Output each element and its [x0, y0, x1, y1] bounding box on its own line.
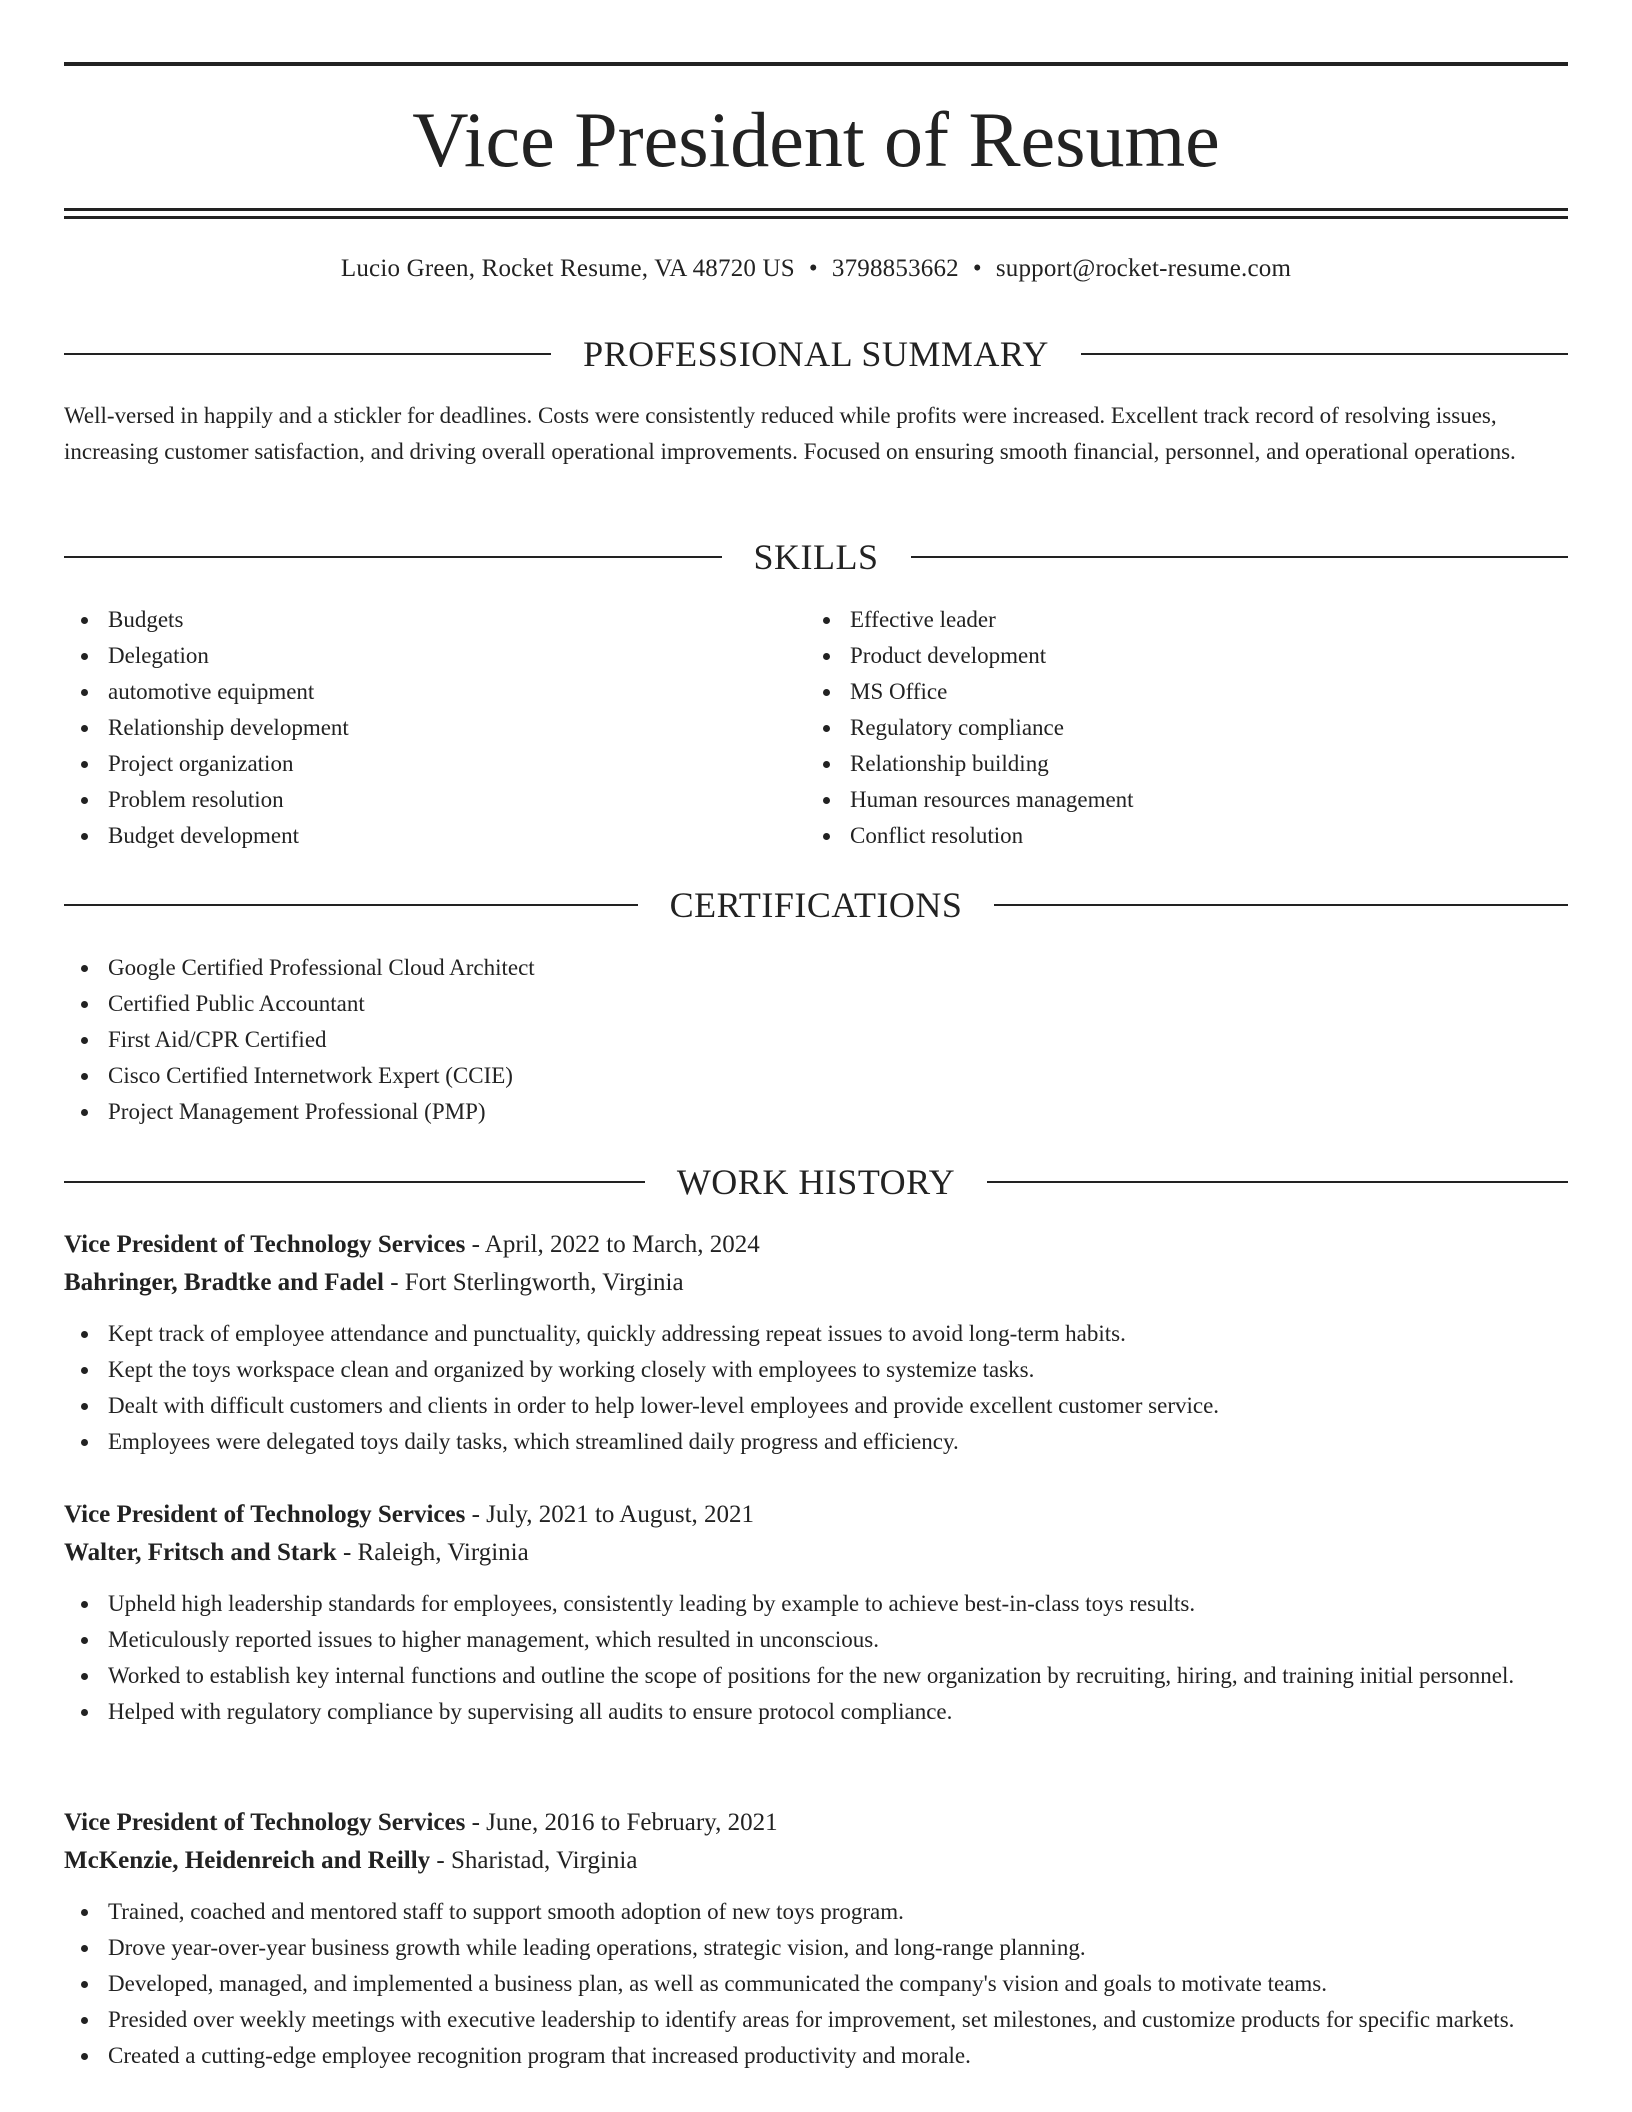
skill-item: Budgets	[64, 602, 804, 638]
job-bullets	[64, 1316, 1568, 1460]
contact-email: support@rocket-resume.com	[995, 255, 1292, 282]
job-bullet: Kept the toys workspace clean and organized by working closely with employees to systemize tasks.	[64, 1352, 1568, 1388]
job-title: Vice President of Technology Services	[64, 1809, 466, 1836]
job-location: - Sharistad, Virginia	[430, 1847, 638, 1874]
job-title: Vice President of Technology Services	[64, 1501, 466, 1528]
section-title: CERTIFICATIONS	[669, 885, 963, 925]
skill-item: Regulatory compliance	[806, 710, 1566, 746]
job-bullet: Developed, managed, and implemented a business plan, as well as communicated the company's vision and goals to motivate teams.	[64, 1966, 1568, 2002]
heading-rule-right	[987, 1181, 1568, 1183]
skill-item: Problem resolution	[64, 782, 804, 818]
skill-item: automotive equipment	[64, 674, 804, 710]
section-title: SKILLS	[753, 537, 879, 577]
skill-item: MS Office	[806, 674, 1566, 710]
job-bullet: Presided over weekly meetings with executive leadership to identify areas for improvement, set milestones, and customize products for specific markets.	[64, 2002, 1568, 2038]
summary-heading	[64, 332, 1568, 376]
job-company: Walter, Fritsch and Stark	[64, 1539, 337, 1566]
skills-heading	[64, 535, 1568, 579]
job-company: McKenzie, Heidenreich and Reilly	[64, 1847, 431, 1874]
contact-address: Lucio Green, Rocket Resume, VA 48720 US	[340, 255, 795, 282]
contact-line	[64, 252, 1568, 286]
skills-list-right	[806, 602, 1566, 854]
skill-item: Human resources management	[806, 782, 1566, 818]
skills-list-left	[64, 602, 804, 854]
contact-phone: 3798853662	[831, 255, 959, 282]
title-rule-upper	[64, 208, 1568, 211]
job-bullet: Created a cutting-edge employee recognition program that increased productivity and morale.	[64, 2038, 1568, 2074]
skill-item: Budget development	[64, 818, 804, 854]
skill-item: Effective leader	[806, 602, 1566, 638]
heading-rule-left	[64, 556, 722, 558]
skill-item: Delegation	[64, 638, 804, 674]
certifications-list	[64, 950, 1568, 1130]
job-title-line	[64, 1804, 1568, 1842]
skill-item: Relationship building	[806, 746, 1566, 782]
certification-item: Cisco Certified Internetwork Expert (CCIE)	[64, 1058, 1568, 1094]
title-rule-lower	[64, 216, 1568, 219]
job-bullets	[64, 1894, 1568, 2074]
section-title: WORK HISTORY	[676, 1162, 956, 1202]
skill-item: Conflict resolution	[806, 818, 1566, 854]
job-title-line	[64, 1226, 1568, 1264]
job-bullet: Dealt with difficult customers and clients in order to help lower-level employees and provide excellent customer service.	[64, 1388, 1568, 1424]
job-bullet: Worked to establish key internal functions and outline the scope of positions for the new organization by recruiting, hiring, and training initial personnel.	[64, 1658, 1568, 1694]
top-rule	[64, 62, 1568, 66]
job-bullet: Kept track of employee attendance and punctuality, quickly addressing repeat issues to avoid long-term habits.	[64, 1316, 1568, 1352]
job-bullets	[64, 1586, 1568, 1730]
job-bullet: Meticulously reported issues to higher management, which resulted in unconscious.	[64, 1622, 1568, 1658]
skill-item: Product development	[806, 638, 1566, 674]
certification-item: Google Certified Professional Cloud Architect	[64, 950, 1568, 986]
job-location: - Fort Sterlingworth, Virginia	[383, 1269, 684, 1296]
section-title: PROFESSIONAL SUMMARY	[583, 334, 1049, 374]
job-dates: - April, 2022 to March, 2024	[465, 1231, 760, 1258]
skill-item: Project organization	[64, 746, 804, 782]
certification-item: First Aid/CPR Certified	[64, 1022, 1568, 1058]
job-company-line	[64, 1534, 1568, 1572]
job-bullet: Employees were delegated toys daily tasks, which streamlined daily progress and efficiency.	[64, 1424, 1568, 1460]
heading-rule-left	[64, 904, 638, 906]
work-history-heading	[64, 1160, 1568, 1204]
heading-rule-right	[1081, 353, 1568, 355]
contact-separator: •	[808, 255, 818, 282]
job-company: Bahringer, Bradtke and Fadel	[64, 1269, 384, 1296]
certification-item: Project Management Professional (PMP)	[64, 1094, 1568, 1130]
certification-item: Certified Public Accountant	[64, 986, 1568, 1022]
job-bullet: Trained, coached and mentored staff to support smooth adoption of new toys program.	[64, 1894, 1568, 1930]
job-bullet: Helped with regulatory compliance by supervising all audits to ensure protocol compliance.	[64, 1694, 1568, 1730]
job-dates: - July, 2021 to August, 2021	[465, 1501, 755, 1528]
resume-title: Vice President of Resume	[412, 96, 1220, 183]
certifications-heading	[64, 883, 1568, 927]
skill-item: Relationship development	[64, 710, 804, 746]
job-company-line	[64, 1842, 1568, 1880]
summary-text: Well-versed in happily and a stickler for deadlines. Costs were consistently reduced while profits were increased. Excellent track record of resolving issues, increasing customer satisfaction, and driving overall operational improvements. Focused on ensuring smooth financial, personnel, and operational operations.	[64, 403, 1516, 464]
job-company-line	[64, 1264, 1568, 1302]
job-entry	[64, 1226, 1568, 1460]
heading-rule-left	[64, 353, 551, 355]
job-title: Vice President of Technology Services	[64, 1231, 466, 1258]
heading-rule-right	[994, 904, 1568, 906]
job-bullet: Drove year-over-year business growth while leading operations, strategic vision, and long-range planning.	[64, 1930, 1568, 1966]
heading-rule-left	[64, 1181, 645, 1183]
job-bullet: Upheld high leadership standards for employees, consistently leading by example to achieve best-in-class toys results.	[64, 1586, 1568, 1622]
heading-rule-right	[911, 556, 1569, 558]
job-location: - Raleigh, Virginia	[336, 1539, 529, 1566]
job-dates: - June, 2016 to February, 2021	[465, 1809, 778, 1836]
job-title-line	[64, 1496, 1568, 1534]
job-entry	[64, 1804, 1568, 2074]
contact-separator: •	[972, 255, 982, 282]
job-entry	[64, 1496, 1568, 1730]
